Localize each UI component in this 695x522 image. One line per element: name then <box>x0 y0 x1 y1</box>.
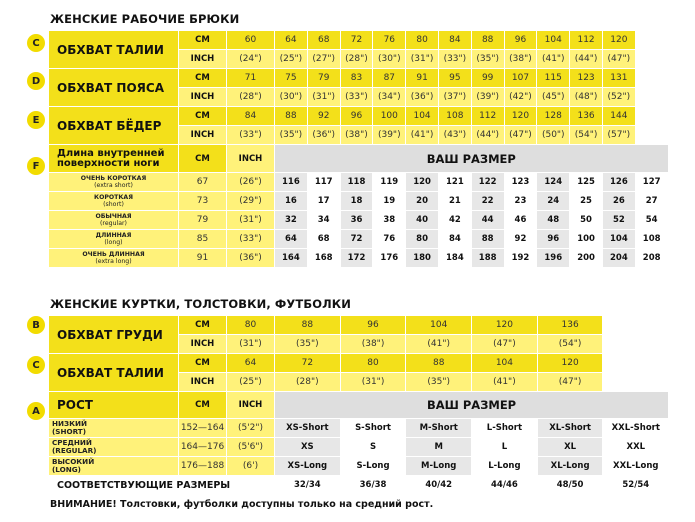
inseam-cm-header: СМ <box>179 145 227 173</box>
inseam-cm-value: 91 <box>179 249 227 268</box>
size-value-cell: (31") <box>307 88 340 107</box>
size-value-cell: (24") <box>227 50 275 69</box>
cm-unit-label: СМ <box>179 69 227 88</box>
measure-row <box>49 69 669 88</box>
size-value-cell: 64 <box>275 31 308 50</box>
size-value-cell: (33") <box>340 88 373 107</box>
jacket-size-cell: XS-Long <box>275 457 341 476</box>
size-value-cell: 80 <box>340 354 406 373</box>
size-value-cell: (47") <box>472 335 538 354</box>
jacket-size-cell: XL-Long <box>537 457 603 476</box>
trouser-size-cell: 25 <box>570 192 603 211</box>
size-value-cell: (43") <box>438 126 471 145</box>
size-value-cell: (36") <box>406 88 439 107</box>
trouser-size-cell: 16 <box>275 192 308 211</box>
jacket-size-cell: M-Short <box>406 419 472 438</box>
trouser-size-cell: 104 <box>602 230 635 249</box>
inseam-row-sub: (short) <box>103 201 124 208</box>
trouser-size-cell: 80 <box>406 230 439 249</box>
trouser-size-cell: 96 <box>537 230 570 249</box>
height-row <box>49 419 669 438</box>
trouser-size-cell: 54 <box>635 211 668 230</box>
size-value-cell: 104 <box>537 31 570 50</box>
inseam-inch-value: (33") <box>227 230 275 249</box>
jacket-size-cell: L-Short <box>472 419 538 438</box>
trousers-section-title: ЖЕНСКИЕ РАБОЧИЕ БРЮКИ <box>50 12 240 26</box>
badge-e-hips: E <box>27 111 45 129</box>
trouser-size-cell: 124 <box>537 173 570 192</box>
trouser-size-cell: 72 <box>340 230 373 249</box>
badge-a-height: A <box>27 402 45 420</box>
inseam-row-label <box>49 230 179 249</box>
trouser-size-cell: 188 <box>471 249 504 268</box>
trouser-size-cell: 48 <box>537 211 570 230</box>
size-value-cell: (41") <box>472 373 538 392</box>
height-row-name: НИЗКИЙ <box>52 419 88 428</box>
size-value-cell: (31") <box>406 50 439 69</box>
size-value-cell: 60 <box>227 31 275 50</box>
size-value-cell: 120 <box>472 316 538 335</box>
size-value-cell: 75 <box>275 69 308 88</box>
height-cm-value: 176—188 <box>179 457 227 476</box>
size-value-cell: (31") <box>340 373 406 392</box>
measure-label: ОБХВАТ БЁДЕР <box>49 107 179 145</box>
corresponding-size-cell: 36/38 <box>340 476 406 495</box>
height-row <box>49 438 669 457</box>
trouser-size-cell: 68 <box>307 230 340 249</box>
size-value-cell: (33") <box>227 126 275 145</box>
inseam-row <box>49 211 669 230</box>
size-value-cell: 96 <box>340 316 406 335</box>
size-value-cell: (35") <box>406 373 472 392</box>
inseam-row-name: ДЛИННАЯ <box>95 232 132 239</box>
size-value-cell: 92 <box>307 107 340 126</box>
jacket-size-cell: L-Long <box>472 457 538 476</box>
inch-unit-label: INCH <box>179 126 227 145</box>
trouser-size-cell: 119 <box>373 173 406 192</box>
trouser-size-cell: 52 <box>602 211 635 230</box>
size-value-cell: 104 <box>406 107 439 126</box>
inseam-row-sub: (extra short) <box>94 182 133 189</box>
jacket-size-cell: L <box>472 438 538 457</box>
inseam-row-sub: (regular) <box>100 220 127 227</box>
inseam-header-row <box>49 145 669 173</box>
size-value-cell: (37") <box>438 88 471 107</box>
size-value-cell: (50") <box>537 126 570 145</box>
inseam-row-name: ОЧЕНЬ ДЛИННАЯ <box>82 251 145 258</box>
size-value-cell: 88 <box>406 354 472 373</box>
jacket-size-cell: XL <box>537 438 603 457</box>
size-value-cell: (36") <box>307 126 340 145</box>
corresponding-size-cell: 44/46 <box>472 476 538 495</box>
trouser-size-cell: 92 <box>504 230 537 249</box>
size-value-cell: 123 <box>570 69 603 88</box>
size-value-cell: (25") <box>227 373 275 392</box>
size-value-cell: 76 <box>373 31 406 50</box>
trouser-size-cell: 184 <box>438 249 471 268</box>
size-value-cell: 84 <box>438 31 471 50</box>
size-value-cell: 100 <box>373 107 406 126</box>
your-size-header-2: ВАШ РАЗМЕР <box>275 392 669 419</box>
trouser-size-cell: 34 <box>307 211 340 230</box>
measure-label: ОБХВАТ ПОЯСА <box>49 69 179 107</box>
inseam-inch-value: (36") <box>227 249 275 268</box>
corresponding-size-cell: 48/50 <box>537 476 603 495</box>
inseam-cm-value: 85 <box>179 230 227 249</box>
trouser-size-cell: 196 <box>537 249 570 268</box>
jacket-size-cell: XXL-Long <box>603 457 669 476</box>
trouser-size-cell: 76 <box>373 230 406 249</box>
size-value-cell: 87 <box>373 69 406 88</box>
height-row-sub: (SHORT) <box>52 427 86 436</box>
height-inch-value: (5'2") <box>227 419 275 438</box>
trouser-size-cell: 36 <box>340 211 373 230</box>
badge-c-waist: C <box>27 34 45 52</box>
inseam-row <box>49 173 669 192</box>
trouser-size-cell: 192 <box>504 249 537 268</box>
trouser-size-cell: 120 <box>406 173 439 192</box>
size-value-cell: (38") <box>504 50 537 69</box>
size-value-cell: 88 <box>471 31 504 50</box>
jacket-size-cell: S-Short <box>340 419 406 438</box>
size-value-cell: 88 <box>275 316 341 335</box>
trouser-size-cell: 122 <box>471 173 504 192</box>
inseam-row-label <box>49 192 179 211</box>
height-row-name: ВЫСОКИЙ <box>52 457 95 466</box>
cm-unit-label: СМ <box>179 31 227 50</box>
trouser-size-cell: 40 <box>406 211 439 230</box>
height-inch-header: INCH <box>227 392 275 419</box>
trouser-size-cell: 32 <box>275 211 308 230</box>
size-value-cell: (57") <box>602 126 635 145</box>
trouser-size-cell: 17 <box>307 192 340 211</box>
corresponding-label: СООТВЕТСТВУЮЩИЕ РАЗМЕРЫ <box>49 476 275 495</box>
inch-unit-label: INCH <box>179 335 227 354</box>
height-inch-value: (5'6") <box>227 438 275 457</box>
size-value-cell: 83 <box>340 69 373 88</box>
trouser-size-cell: 22 <box>471 192 504 211</box>
inseam-cm-value: 67 <box>179 173 227 192</box>
measure-label: ОБХВАТ ГРУДИ <box>49 316 179 354</box>
trouser-size-cell: 121 <box>438 173 471 192</box>
size-value-cell: (41") <box>537 50 570 69</box>
height-row-label <box>49 457 179 476</box>
size-value-cell: (54") <box>537 335 603 354</box>
size-value-cell: (38") <box>340 126 373 145</box>
inseam-row-name: КОРОТКАЯ <box>94 194 133 201</box>
height-row-name: СРЕДНИЙ <box>52 438 92 447</box>
size-value-cell: 72 <box>340 31 373 50</box>
size-value-cell: (25") <box>275 50 308 69</box>
inseam-cm-value: 79 <box>179 211 227 230</box>
trouser-size-cell: 84 <box>438 230 471 249</box>
trouser-size-cell: 19 <box>373 192 406 211</box>
size-value-cell: (30") <box>373 50 406 69</box>
trousers-size-table <box>48 30 669 268</box>
size-value-cell: 91 <box>406 69 439 88</box>
size-value-cell: (44") <box>570 50 603 69</box>
inseam-row <box>49 249 669 268</box>
height-inch-value: (6') <box>227 457 275 476</box>
badge-d-belt: D <box>27 72 45 90</box>
trouser-size-cell: 27 <box>635 192 668 211</box>
trouser-size-cell: 125 <box>570 173 603 192</box>
size-value-cell: (41") <box>406 126 439 145</box>
jackets-size-table <box>48 315 669 495</box>
size-value-cell: 79 <box>307 69 340 88</box>
height-row-sub: (REGULAR) <box>52 446 97 455</box>
size-value-cell: (45") <box>537 88 570 107</box>
size-value-cell: (35") <box>471 50 504 69</box>
inseam-row-label <box>49 173 179 192</box>
height-label: РОСТ <box>49 392 179 419</box>
trouser-size-cell: 172 <box>340 249 373 268</box>
trouser-size-cell: 180 <box>406 249 439 268</box>
jacket-size-cell: M-Long <box>406 457 472 476</box>
trouser-size-cell: 164 <box>275 249 308 268</box>
size-value-cell: (47") <box>504 126 537 145</box>
inseam-row-sub: (long) <box>104 239 123 246</box>
size-value-cell: 88 <box>275 107 308 126</box>
jacket-size-cell: S <box>340 438 406 457</box>
size-value-cell: (34") <box>373 88 406 107</box>
size-value-cell: 96 <box>340 107 373 126</box>
height-row-label <box>49 419 179 438</box>
corresponding-row <box>49 476 669 495</box>
size-value-cell: (44") <box>471 126 504 145</box>
size-value-cell: 108 <box>438 107 471 126</box>
size-value-cell: 120 <box>504 107 537 126</box>
jacket-size-cell: XL-Short <box>537 419 603 438</box>
trouser-size-cell: 21 <box>438 192 471 211</box>
inseam-row-sub: (extra long) <box>95 258 132 265</box>
size-value-cell: 136 <box>537 316 603 335</box>
inch-unit-label: INCH <box>179 373 227 392</box>
size-value-cell: 64 <box>227 354 275 373</box>
size-value-cell: (41") <box>406 335 472 354</box>
trouser-size-cell: 18 <box>340 192 373 211</box>
size-value-cell: 120 <box>602 31 635 50</box>
size-value-cell: (47") <box>602 50 635 69</box>
jacket-size-cell: XXL-Short <box>603 419 669 438</box>
height-header-row <box>49 392 669 419</box>
jacket-size-cell: XS-Short <box>275 419 341 438</box>
measure-row <box>49 107 669 126</box>
measure-row <box>49 354 669 373</box>
trouser-size-cell: 208 <box>635 249 668 268</box>
size-value-cell: (48") <box>570 88 603 107</box>
trouser-size-cell: 116 <box>275 173 308 192</box>
size-value-cell: 96 <box>504 31 537 50</box>
trouser-size-cell: 23 <box>504 192 537 211</box>
trouser-size-cell: 46 <box>504 211 537 230</box>
trouser-size-cell: 24 <box>537 192 570 211</box>
size-value-cell: 136 <box>570 107 603 126</box>
size-value-cell: 144 <box>602 107 635 126</box>
inseam-row-name: ОБЫЧНАЯ <box>95 213 132 220</box>
height-row-sub: (LONG) <box>52 465 81 474</box>
inseam-inch-value: (31") <box>227 211 275 230</box>
availability-note: ВНИМАНИЕ! Толстовки, футболки доступны только на средний рост. <box>50 499 434 510</box>
size-value-cell: (35") <box>275 335 341 354</box>
corresponding-size-cell: 32/34 <box>275 476 341 495</box>
inseam-label: Длина внутренней поверхности ноги <box>49 145 179 173</box>
size-value-cell: 128 <box>537 107 570 126</box>
inseam-row-name: ОЧЕНЬ КОРОТКАЯ <box>80 175 147 182</box>
inch-unit-label: INCH <box>179 50 227 69</box>
measure-row <box>49 316 669 335</box>
size-value-cell: (38") <box>340 335 406 354</box>
size-value-cell: (35") <box>275 126 308 145</box>
size-value-cell: 104 <box>406 316 472 335</box>
trouser-size-cell: 50 <box>570 211 603 230</box>
size-value-cell: 99 <box>471 69 504 88</box>
trouser-size-cell: 42 <box>438 211 471 230</box>
size-value-cell: 95 <box>438 69 471 88</box>
size-value-cell: 104 <box>472 354 538 373</box>
jacket-size-cell: M <box>406 438 472 457</box>
jacket-size-cell: XXL <box>603 438 669 457</box>
trouser-size-cell: 118 <box>340 173 373 192</box>
size-value-cell: 107 <box>504 69 537 88</box>
height-row-label <box>49 438 179 457</box>
trouser-size-cell: 38 <box>373 211 406 230</box>
trouser-size-cell: 64 <box>275 230 308 249</box>
size-value-cell: (28") <box>275 373 341 392</box>
measure-row <box>49 31 669 50</box>
trouser-size-cell: 123 <box>504 173 537 192</box>
size-value-cell: 80 <box>227 316 275 335</box>
size-value-cell: (33") <box>438 50 471 69</box>
trouser-size-cell: 108 <box>635 230 668 249</box>
height-cm-value: 164—176 <box>179 438 227 457</box>
height-row <box>49 457 669 476</box>
size-value-cell: (28") <box>340 50 373 69</box>
trouser-size-cell: 168 <box>307 249 340 268</box>
inseam-row-label <box>49 249 179 268</box>
size-value-cell: 115 <box>537 69 570 88</box>
inseam-inch-value: (26") <box>227 173 275 192</box>
badge-f-inseam: F <box>27 157 45 175</box>
size-value-cell: 80 <box>406 31 439 50</box>
inch-unit-label: INCH <box>179 88 227 107</box>
trouser-size-cell: 88 <box>471 230 504 249</box>
size-value-cell: 72 <box>275 354 341 373</box>
trouser-size-cell: 100 <box>570 230 603 249</box>
trouser-size-cell: 117 <box>307 173 340 192</box>
inseam-row-label <box>49 211 179 230</box>
size-value-cell: 84 <box>227 107 275 126</box>
size-value-cell: (31") <box>227 335 275 354</box>
size-value-cell: (30") <box>275 88 308 107</box>
trouser-size-cell: 127 <box>635 173 668 192</box>
size-value-cell: (39") <box>471 88 504 107</box>
trouser-size-cell: 26 <box>602 192 635 211</box>
trouser-size-cell: 200 <box>570 249 603 268</box>
size-value-cell: (52") <box>602 88 635 107</box>
inseam-cm-value: 73 <box>179 192 227 211</box>
size-value-cell: (28") <box>227 88 275 107</box>
size-value-cell: (47") <box>537 373 603 392</box>
height-cm-value: 152—164 <box>179 419 227 438</box>
jacket-size-cell: S-Long <box>340 457 406 476</box>
badge-c-waist-2: C <box>27 356 45 374</box>
size-value-cell: (54") <box>570 126 603 145</box>
cm-unit-label: СМ <box>179 354 227 373</box>
height-cm-header: СМ <box>179 392 227 419</box>
trouser-size-cell: 126 <box>602 173 635 192</box>
badge-b-chest: B <box>27 316 45 334</box>
trouser-size-cell: 20 <box>406 192 439 211</box>
size-value-cell: 112 <box>570 31 603 50</box>
trouser-size-cell: 176 <box>373 249 406 268</box>
inseam-row <box>49 192 669 211</box>
size-value-cell: 112 <box>471 107 504 126</box>
size-value-cell: (27") <box>307 50 340 69</box>
measure-label: ОБХВАТ ТАЛИИ <box>49 31 179 69</box>
corresponding-size-cell: 52/54 <box>603 476 669 495</box>
inseam-inch-value: (29") <box>227 192 275 211</box>
jacket-size-cell: XS <box>275 438 341 457</box>
cm-unit-label: СМ <box>179 107 227 126</box>
inseam-row <box>49 230 669 249</box>
size-value-cell: (42") <box>504 88 537 107</box>
size-value-cell: (39") <box>373 126 406 145</box>
cm-unit-label: СМ <box>179 316 227 335</box>
jackets-section-title: ЖЕНСКИЕ КУРТКИ, ТОЛСТОВКИ, ФУТБОЛКИ <box>50 297 351 311</box>
size-value-cell: 71 <box>227 69 275 88</box>
trouser-size-cell: 204 <box>602 249 635 268</box>
your-size-header: ВАШ РАЗМЕР <box>275 145 669 173</box>
size-value-cell: 120 <box>537 354 603 373</box>
measure-label: ОБХВАТ ТАЛИИ <box>49 354 179 392</box>
trouser-size-cell: 44 <box>471 211 504 230</box>
inseam-inch-header: INCH <box>227 145 275 173</box>
size-value-cell: 68 <box>307 31 340 50</box>
size-value-cell: 131 <box>602 69 635 88</box>
corresponding-size-cell: 40/42 <box>406 476 472 495</box>
